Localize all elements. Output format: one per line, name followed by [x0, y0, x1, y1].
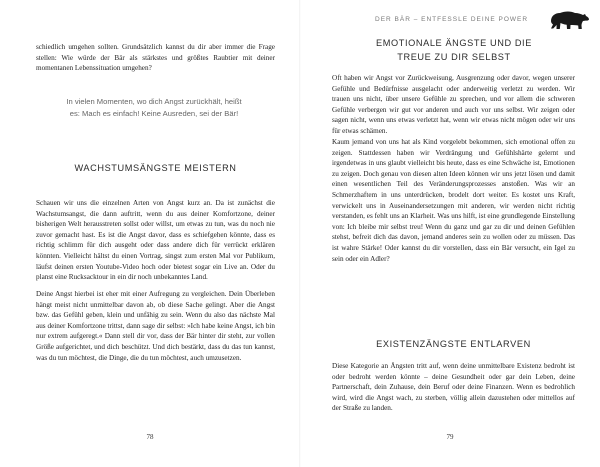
running-header: DER BÄR – ENTFESSLE DEINE POWER	[375, 16, 529, 23]
left-paragraph-1: schiedlich umgehen sollten. Grundsätzlich kannst du dir aber immer die Frage stellen: Wie würde der Bär als stärkstes und größtes Raubtier mit deiner momentanen Lebenssituation umgehen?	[36, 43, 275, 73]
section-heading-wachstumsaengste: WACHSTUMSÄNGSTE MEISTERN	[74, 163, 237, 173]
page-number-right: 79	[446, 433, 454, 441]
section-heading-existenzaengste: EXISTENZÄNGSTE ENTLARVEN	[376, 339, 531, 349]
section-heading-emotionale-aengste: EMOTIONALE ÄNGSTE UND DIE TREUE ZU DIR SELBST	[376, 38, 532, 62]
page-number-left: 78	[146, 433, 154, 441]
right-paragraph-2: Kaum jemand von uns hat als Kind vorgelebt bekommen, sich emotional offen zu zeigen. Stattdessen haben wir Verdrängung und Gefühlshärte gelernt und irgendetwas in uns glaubt vielleicht bis heute, dass es eine Schwäche ist, Emotionen zu zeigen. Doch genau von diesen alten Ideen können wir uns jetzt lösen und damit einen wesentlichen Teil des Veränderungsprozesses anstoßen. Was wir an Schmerzhaftem in uns unterdrücken, brodelt dort weiter. Es kostet uns Kraft, verwickelt uns in Auseinandersetzungen mit anderen, wir werden nicht richtig verstanden, es fehlt uns an Klarheit. Was uns hilft, ist eine grundlegende Einstellung von: Ich bleibe mir selbst treu! Wenn du ganz und gar zu dir und deinen Gefühlen stehst, befreit dich das davon, jemand anderes sein zu wollen oder zu müssen. Das ist wahre Stärke! Oder kannst du dir vorstellen, dass ein Bär versucht, ein Igel zu sein oder ein Adler?	[332, 138, 575, 263]
right-paragraph-3: Diese Kategorie an Ängsten tritt auf, wenn deine unmittelbare Existenz bedroht ist oder bedroht werden könnte – deine Gesundheit oder gar dein Leben, deine Partnerschaft, dein Zuhause, dein Beruf oder deine Finanzen. Wenn es bedrohlich wird, wird die Angst wach, zu sterben, völlig allein dazustehen oder mittellos auf der Straße zu landen.	[332, 362, 575, 413]
left-paragraph-2: Schauen wir uns die einzelnen Arten von Angst kurz an. Da ist zunächst die Wachstumsangst, die dann auftritt, wenn du aus deiner Komfortzone, deiner bisherigen Welt herausstreten sollst oder willst, um etwas zu tun, was du noch nie zuvor gemacht hast. Es ist die Angst davor, dass es schiefgehen könnte, dass es richtig schlimm für dich ausgeht oder dass andere dich für verrückt erklären könnten. Vielleicht hältst du einen Vortrag, singst zum ersten Mal vor Publikum, läufst deinen ersten Youtube-Video hoch oder bietest sogar ein Live an. Oder du planst eine Rucksacktour in ein dir noch unbekanntes Land.	[36, 199, 275, 282]
left-paragraph-3: Deine Angst hierbei ist eher mit einer Aufregung zu vergleichen. Dein Überleben hängt meist nicht unmittelbar davon ab, ob diese Sache gelingt. Aber die Angst bzw. das Gefühl geben, klein und unfähig zu sein. Wenn du also das nächste Mal aus deiner Komfortzone trittst, dann sage dir selbst: »Ich habe keine Angst, ich bin nur extrem aufgeregt.« Dann stell dir vor, dass der Bär hinter dir steht, zur vollen Größe aufgerichtet, und dich beschützt. Und dich bestärkt, dass du das tun kannst, was du tun möchtest, die Dinge, die du tun möchtest, auch umzusetzen.	[36, 290, 275, 362]
right-paragraph-1: Oft haben wir Angst vor Zurückweisung, Ausgrenzung oder davor, wegen unserer Gefühle und Bedürfnisse ausgelacht oder anderweitig verletzt zu werden. Wir trauen uns nicht, über unsere Gefühle zu sprechen, und vor allem die schweren Gefühle verbergen wir gut vor anderen und auch vor uns selbst. Wir zeigen oder sagen nicht, wenn uns etwas verletzt hat, wenn wir etwas nicht mögen oder wir uns für etwas schämen.	[332, 74, 575, 135]
pull-quote: In vielen Momenten, wo dich Angst zurückhält, heißt es: Mach es einfach! Keine Ausreden, sei der Bär!	[66, 97, 242, 118]
right-page	[300, 0, 600, 467]
